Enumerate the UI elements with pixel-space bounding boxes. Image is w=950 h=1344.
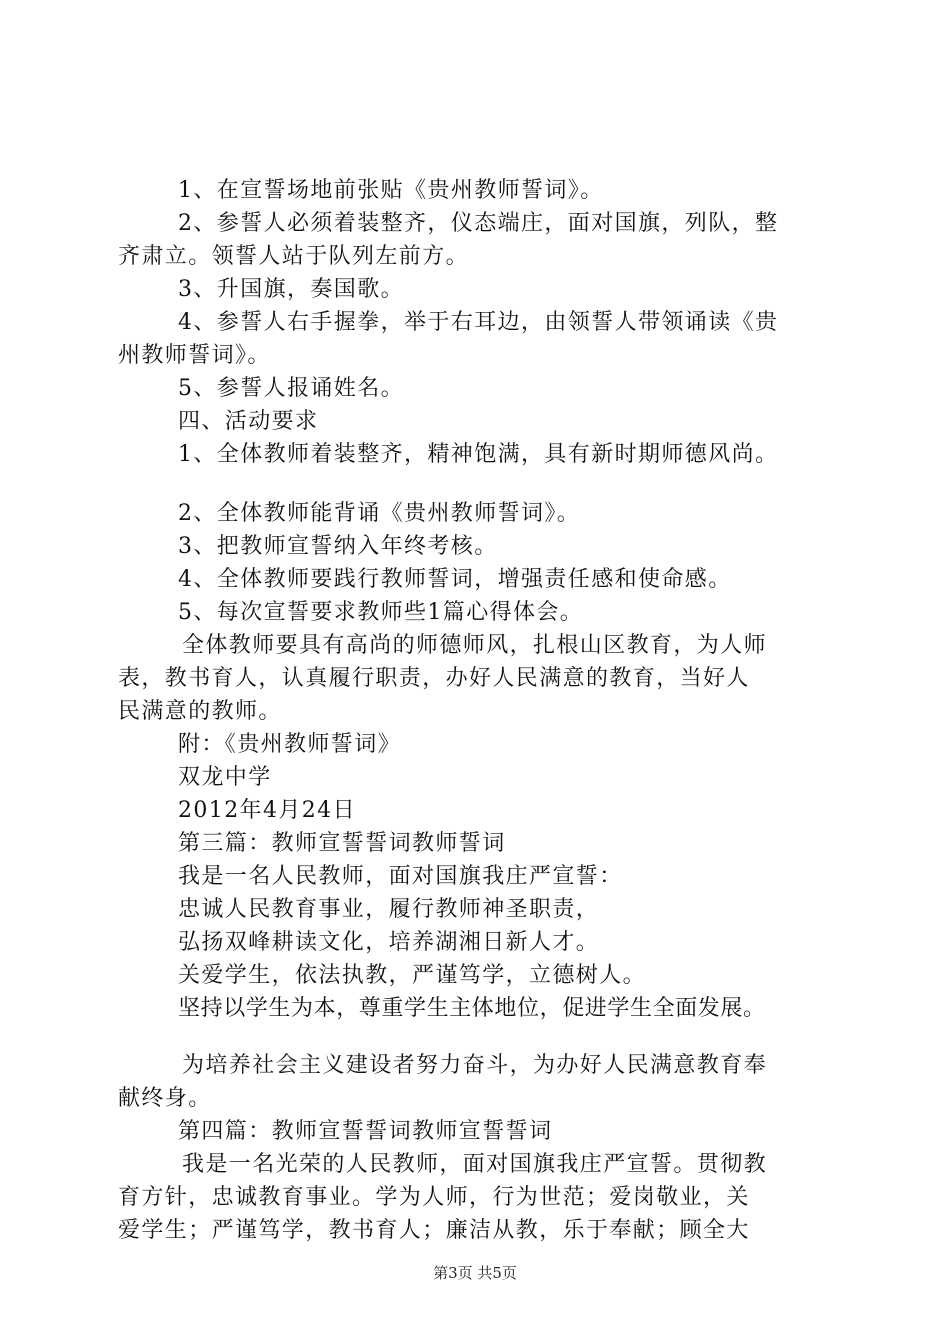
text-line: 关爱学生，依法执教，严谨笃学，立德树人。: [178, 963, 647, 988]
text-line: 州教师誓词》。: [118, 343, 271, 368]
text-line: 1、在宣誓场地前张贴《贵州教师誓词》。: [178, 178, 604, 203]
text-line: 民满意的教师。: [118, 699, 282, 724]
text-line: 弘扬双峰耕读文化，培养湖湘日新人才。: [178, 930, 600, 955]
text-line: 5、参誓人报诵姓名。: [178, 376, 404, 401]
text-line: 2、参誓人必须着装整齐，仪态端庄，面对国旗，列队，整: [178, 211, 779, 236]
text-line: 双龙中学: [178, 765, 272, 790]
text-line: 为培养社会主义建设者努力奋斗，为办好人民满意教育奉: [182, 1053, 768, 1078]
text-line: 表，教书育人，认真履行职责，办好人民满意的教育，当好人: [118, 666, 750, 691]
text-line: 4、参誓人右手握拳，举于右耳边，由领誓人带领诵读《贵: [178, 310, 779, 335]
section-heading: 第三篇：教师宣誓誓词教师誓词: [178, 831, 506, 856]
text-line: 3、把教师宣誓纳入年终考核。: [178, 534, 498, 559]
text-line: 爱学生；严谨笃学，教书育人；廉洁从教，乐于奉献；顾全大: [118, 1218, 750, 1243]
text-line: 5、每次宣誓要求教师些1篇心得体会。: [178, 600, 584, 625]
section-heading: 第四篇：教师宣誓誓词教师宣誓誓词: [178, 1119, 553, 1144]
text-line: 我是一名光荣的人民教师，面对国旗我庄严宣誓。贯彻教: [182, 1152, 768, 1177]
text-line: 全体教师要具有高尚的师德师风，扎根山区教育，为人师: [182, 633, 768, 658]
text-line: 献终身。: [118, 1086, 212, 1111]
text-line: 1、全体教师着装整齐，精神饱满，具有新时期师德风尚。: [178, 442, 779, 467]
text-line: 坚持以学生为本，尊重学生主体地位，促进学生全面发展。: [178, 996, 766, 1021]
date-line: 2012年4月24日: [178, 798, 356, 823]
text-line: 3、升国旗，奏国歌。: [178, 277, 404, 302]
text-line: 我是一名人民教师，面对国旗我庄严宣誓：: [178, 864, 623, 889]
page-footer: 第3页 共5页: [433, 1264, 517, 1282]
text-line: 育方针，忠诚教育事业。学为人师，行为世范；爱岗敬业，关: [118, 1185, 750, 1210]
text-line: 2、全体教师能背诵《贵州教师誓词》。: [178, 501, 581, 526]
text-line: 4、全体教师要践行教师誓词，增强责任感和使命感。: [178, 567, 732, 592]
section-heading: 四、活动要求: [178, 409, 319, 434]
text-line: 忠诚人民教育事业，履行教师神圣职责，: [178, 897, 600, 922]
text-line: 附：《贵州教师誓词》: [178, 732, 402, 757]
text-line: 齐肃立。领誓人站于队列左前方。: [118, 244, 470, 269]
